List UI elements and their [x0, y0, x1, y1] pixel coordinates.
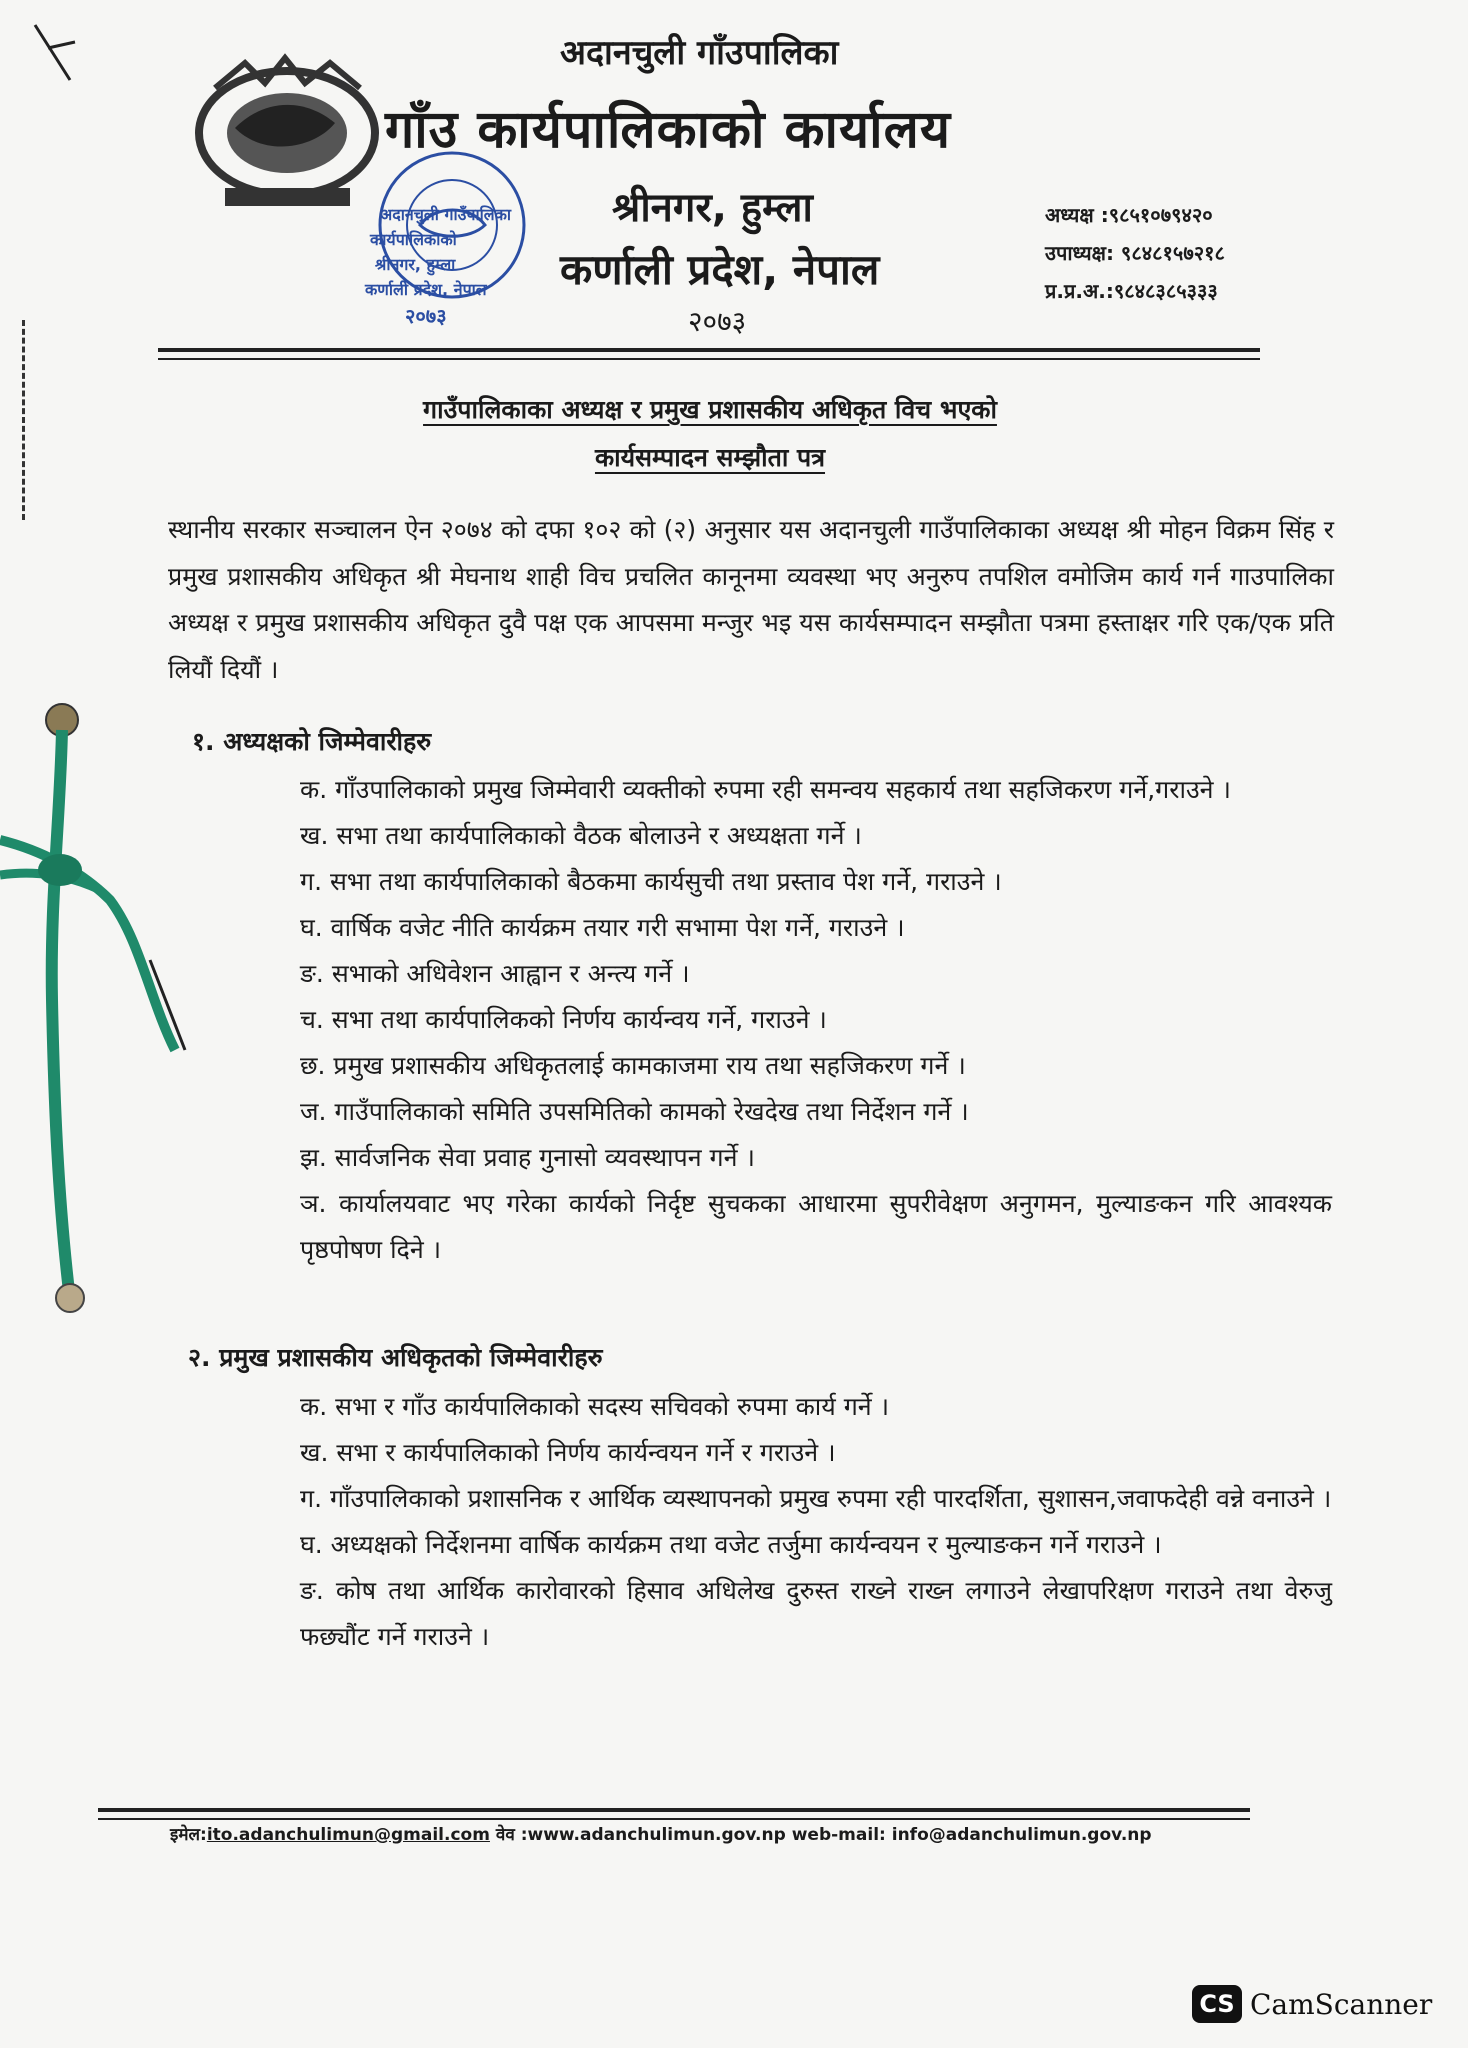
municipality-name: अदानचुली गाँउपालिका	[560, 33, 839, 73]
section-chair-heading: १. अध्यक्षको जिम्मेवारीहरु	[192, 727, 432, 756]
document-title: गाउँपालिकाका अध्यक्ष र प्रमुख प्रशासकीय अधिकृत विच भएको	[423, 395, 997, 424]
section-cao-heading: २. प्रमुख प्रशासकीय अधिकृतको जिम्मेवारीहरु	[188, 1343, 603, 1372]
list-item: ज. गाउँपालिकाको समिति उपसमितिको कामको रेखदेख तथा निर्देशन गर्ने ।	[300, 1097, 969, 1126]
svg-text:अदानचुली गाउँपालिका: अदानचुली गाउँपालिका	[380, 205, 512, 224]
website-link[interactable]: www.adanchulimun.gov.np	[527, 1825, 786, 1845]
contact-vice-chair: उपाध्यक्ष: ९८४८१५७२१८	[1045, 241, 1225, 265]
document-subtitle: कार्यसम्पादन सम्झौता पत्र	[594, 443, 826, 472]
camscanner-watermark	[1192, 1985, 1432, 2023]
contact-numbers	[1045, 196, 1225, 310]
cao-responsibilities-list	[300, 1384, 1332, 1660]
list-item: ग. गाँउपालिकाको प्रशासनिक र आर्थिक व्यस्थापनको प्रमुख रुपमा रही पारदर्शिता, सुशासन,जवाफदेही वन्ने वनाउने ।	[300, 1484, 1332, 1513]
list-item: छ. प्रमुख प्रशासकीय अधिकृतलाई कामकाजमा राय तथा सहजिकरण गर्ने ।	[300, 1051, 966, 1080]
webmail-label: web-mail:	[791, 1825, 886, 1845]
binding-string	[0, 700, 200, 1320]
email-link[interactable]: ito.adanchulimun@gmail.com	[206, 1825, 490, 1845]
chair-responsibilities-list	[300, 767, 1332, 1273]
footer-divider	[98, 1808, 1250, 1820]
office-seal	[340, 145, 565, 330]
list-item: ख. सभा तथा कार्यपालिकाको वैठक बोलाउने र अध्यक्षता गर्ने ।	[300, 821, 862, 850]
contact-cao: प्र.प्र.अ.:९८४८३८५३३३	[1045, 279, 1218, 303]
list-item: झ. सार्वजनिक सेवा प्रवाह गुनासो व्यवस्थापन गर्ने ।	[300, 1143, 755, 1172]
corner-scribble	[30, 20, 80, 90]
office-name: गाँउ कार्यपालिकाको कार्यालय	[385, 100, 951, 160]
header-divider	[158, 348, 1260, 360]
established-year: २०७३	[688, 305, 747, 338]
webmail-link[interactable]: info@adanchulimun.gov.np	[891, 1825, 1152, 1845]
list-item: घ. अध्यक्षको निर्देशनमा वार्षिक कार्यक्रम तथा वजेट तर्जुमा कार्यन्वयन र मुल्याङकन गर्ने गराउने ।	[300, 1530, 1162, 1559]
list-item: ङ. सभाको अधिवेशन आह्वान र अन्त्य गर्ने ।	[300, 959, 690, 988]
email-label: इमेल:	[170, 1825, 207, 1845]
list-item: घ. वार्षिक वजेट नीति कार्यक्रम तयार गरी सभामा पेश गर्ने, गराउने ।	[300, 913, 905, 942]
footer-contact	[170, 1822, 1152, 1845]
list-item: च. सभा तथा कार्यपालिकको निर्णय कार्यन्वय गर्ने, गराउने ।	[300, 1005, 827, 1034]
svg-text:कार्यपालिकाको: कार्यपालिकाको	[370, 230, 457, 249]
camscanner-label: CamScanner	[1250, 1987, 1433, 2021]
list-item: ख. सभा र कार्यपालिकाको निर्णय कार्यन्वयन गर्ने र गराउने ।	[300, 1438, 836, 1467]
intro-paragraph: स्थानीय सरकार सञ्चालन ऐन २०७४ को दफा १०२ को (२) अनुसार यस अदानचुली गाउँपालिकाका अध्यक्ष श्री मोहन विक्रम सिंह र प्रमुख प्रशासकीय अधिकृत श्री मेघनाथ शाही विच प्रचलित कानूनमा व्यवस्था भए अनुरुप तपशिल वमोजिम कार्य गर्न गाउपालिका अध्यक्ष र प्रमुख प्रशासकीय अधिकृत दुवै पक्ष एक आपसमा मन्जुर भइ यस कार्यसम्पादन सम्झौता पत्रमा हस्ताक्षर गरि एक/एक प्रति लियौं दियौं ।	[168, 515, 1334, 684]
svg-text:२०७३: २०७३	[405, 304, 447, 328]
list-item: क. गाँउपालिकाको प्रमुख जिम्मेवारी व्यक्तीको रुपमा रही समन्वय सहकार्य तथा सहजिकरण गर्ने,गराउने ।	[300, 775, 1231, 804]
list-item: ग. सभा तथा कार्यपालिकाको बैठकमा कार्यसुची तथा प्रस्ताव पेश गर्ने, गराउने ।	[300, 867, 1002, 896]
contact-chair: अध्यक्ष :९८५१०७९४२०	[1045, 203, 1213, 227]
web-label: वेव :	[495, 1825, 528, 1845]
list-item: ङ. कोष तथा आर्थिक कारोवारको हिसाव अधिलेख दुरुस्त राख्ने राख्न लगाउने लेखापरिक्षण गराउने तथा वेरुजु फछ्यौंट गर्ने गराउने ।	[300, 1576, 1332, 1651]
list-item: ञ. कार्यालयवाट भए गरेका कार्यको निर्दृष्ट सुचकका आधारमा सुपरीवेक्षण अनुगमन, मुल्याङकन गरि आवश्यक पृष्ठपोषण दिने ।	[300, 1189, 1332, 1264]
office-province: कर्णाली प्रदेश, नेपाल	[560, 245, 880, 294]
list-item: क. सभा र गाँउ कार्यपालिकाको सदस्य सचिवको रुपमा कार्य गर्ने ।	[300, 1392, 890, 1421]
svg-text:श्रीनगर, हुम्ला: श्रीनगर, हुम्ला	[375, 255, 456, 274]
margin-mark	[22, 320, 28, 520]
camscanner-logo-icon: CS	[1192, 1985, 1242, 2023]
svg-text:कर्णाली प्रदेश, नेपाल: कर्णाली प्रदेश, नेपाल	[365, 280, 487, 299]
office-location: श्रीनगर, हुम्ला	[612, 185, 813, 231]
